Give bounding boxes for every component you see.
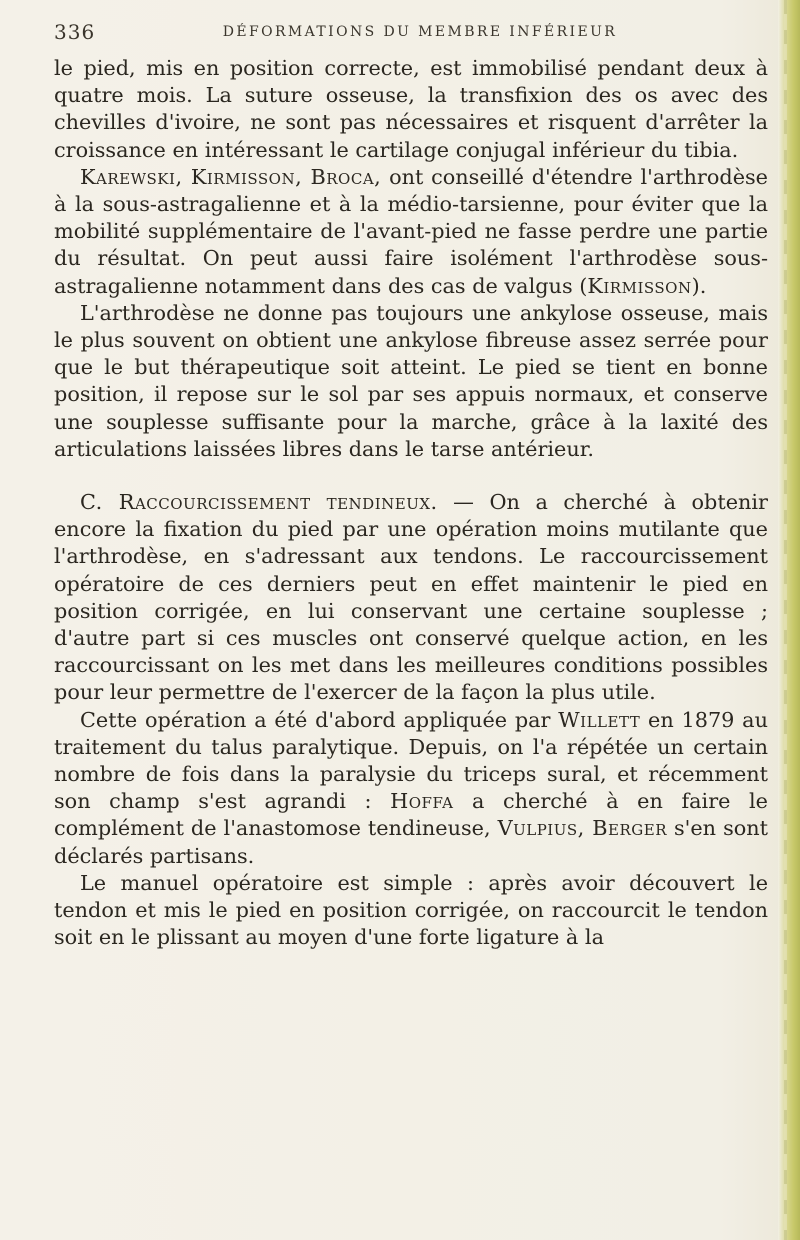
page-number: 336 (54, 20, 96, 44)
page-header (40, 12, 760, 44)
page-edge (778, 0, 800, 1240)
body-text (54, 55, 768, 952)
author-names: Karewski, Kirmisson, Broca, (80, 164, 382, 189)
paragraph-text: a cherché à en faire le complément de l'anastomose tendineuse, (54, 789, 768, 841)
paragraph-text: le pied, mis en position correcte, est immobilisé pendant deux à quatre mois. La suture osseuse, la transfixion des os avec des chevilles d'ivoire, ne sont pas nécessaires et risquent d'arrêter la croissance en intéressant le cartilage conjugal inférieur du tibia. (54, 56, 768, 162)
paragraph (54, 489, 768, 707)
author-reference: Kirmisson (587, 273, 692, 298)
paragraph (54, 164, 768, 300)
paragraph (54, 707, 768, 870)
paragraph-text: ont conseillé d'étendre l'arthrodèse à la sous-astragalienne et à la médio-tarsienne, pour éviter que la mobilité supplémentaire de l'avant-pied ne fasse perdre une partie du résultat. On peut aussi faire isolément l'arthrodèse sous-astragalienne notamment dans des cas de valgus ( (54, 164, 768, 298)
section-label: C. Raccourcissement tendineux. (80, 490, 438, 515)
paragraph-text: Cette opération a été d'abord appliquée par (80, 707, 559, 732)
paragraph (54, 300, 768, 463)
author-name: Willett (558, 707, 641, 732)
author-names: Vulpius, Berger (497, 816, 667, 841)
paragraph-text: — On a cherché à obtenir encore la fixation du pied par une opération moins mutilante que l'arthrodèse, en s'adressant aux tendons. Le raccourcissement opératoire de ces derniers peut en effet maintenir le pied en position corrigée, en lui conservant une certaine souplesse ; d'autre part si ces muscles ont conservé quelque action, en les raccourcissant on les met dans les meilleures conditions possibles pour leur permettre de l'exercer de la façon la plus utile. (54, 490, 768, 705)
paragraph-text: Le manuel opératoire est simple : après avoir découvert le tendon et mis le pied en position corrigée, on raccourcit le tendon soit en le plissant au moyen d'une forte ligature à la (54, 870, 768, 950)
paragraph (54, 55, 768, 164)
paragraph-text: en 1879 au traitement du talus paralytique. Depuis, on l'a répétée un certain nombre de fois dans la paralysie du triceps sural, et récemment son champ s'est agrandi : (54, 707, 768, 814)
paragraph (54, 870, 768, 952)
paragraph-text: L'arthrodèse ne donne pas toujours une ankylose osseuse, mais le plus souvent on obtient une ankylose fibreuse assez serrée pour que le but thérapeutique soit atteint. Le pied se tient en bonne position, il repose sur le sol par ses appuis normaux, et conserve une souplesse suffisante pour la marche, grâce à la laxité des articulations laissées libres dans le tarse antérieur. (54, 300, 768, 461)
author-name: Hoffa (390, 789, 454, 814)
paragraph-text-end: ). (691, 273, 707, 298)
paragraph-text-end: s'en sont déclarés partisans. (54, 816, 769, 868)
running-title: DÉFORMATIONS DU MEMBRE INFÉRIEUR (222, 24, 618, 40)
section-gap (54, 463, 768, 489)
